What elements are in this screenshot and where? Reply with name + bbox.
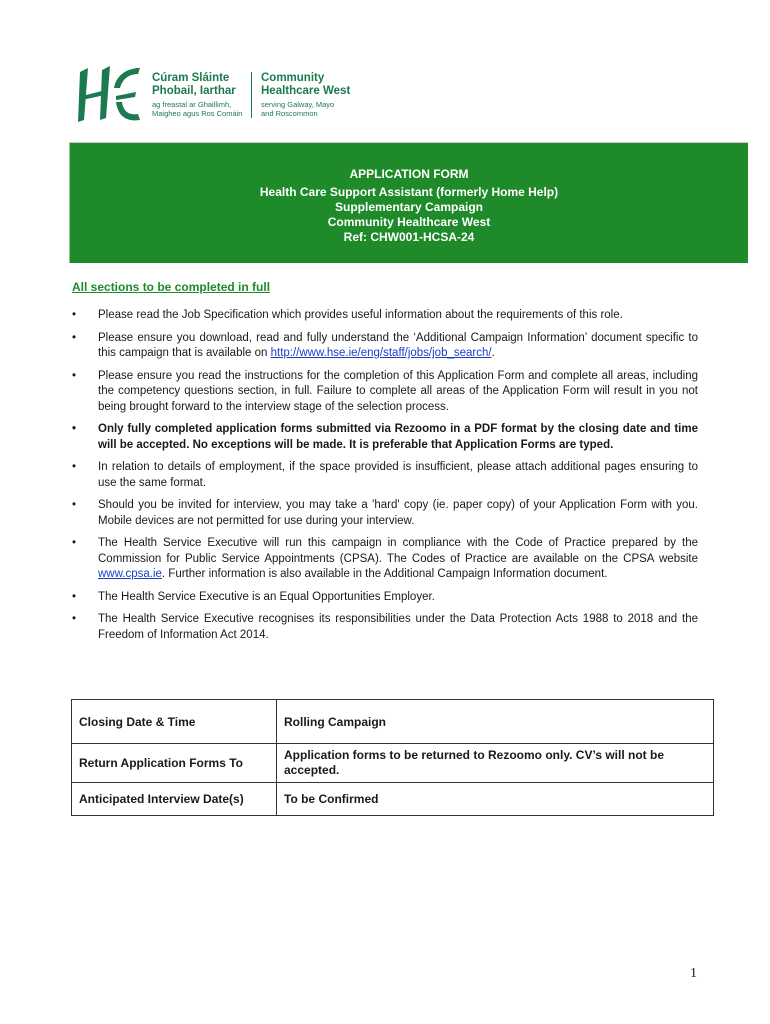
list-item-text: The Health Service Executive is an Equal Opportunities Employer. [98,590,435,603]
banner-line3: Community Healthcare West [327,215,491,229]
banner-title: APPLICATION FORM [349,167,469,181]
table-row [72,700,714,744]
bullet-icon: • [72,309,77,321]
table-row [72,744,714,783]
banner-line2: Supplementary Campaign [334,200,484,214]
list-item-text: Please ensure you download, read and fully understand the ‘Additional Campaign Information’ document specific to this campaign that is available on [98,331,698,359]
list-item-text: The Health Service Executive will run this campaign in compliance with the Code of Practice prepared by the Commission for Public Service Appointments (CPSA). The Codes of Practice are available on the CPSA website [98,537,698,565]
bullet-icon: • [72,423,77,435]
list-item [72,308,698,324]
table-value: To be Confirmed [277,783,714,816]
en-sub1: serving Galway, Mayo [261,100,335,109]
list-item-text: . [491,347,495,359]
logo-divider [251,72,252,118]
table-row [72,783,714,816]
hse-jobs-link[interactable]: http://www.hse.ie/eng/staff/jobs/job_search/ [270,347,492,359]
list-item [72,422,698,453]
org-sub-irish [152,100,242,118]
list-item [72,536,698,583]
bullet-icon: • [72,613,77,625]
org-name-english [261,72,350,98]
en-sub2: and Roscommon [261,109,318,118]
list-item [72,498,698,529]
instructions-list [72,308,698,650]
banner-line4: Ref: CHW001-HCSA-24 [343,230,475,244]
table-label: Closing Date & Time [72,700,277,744]
section-title: All sections to be completed in full [72,280,271,294]
cpsa-link[interactable]: www.cpsa.ie [98,568,162,580]
list-item-text: Please ensure you read the instructions for the completion of this Application Form and complete all areas, including the competency questions section, in full. Failure to complete all areas of the Application Form will result in you not being brought forward to the interview stage of the selection process. [98,369,698,413]
banner-details [70,185,748,245]
hse-logo [76,62,366,126]
table-value: Rolling Campaign [277,700,714,744]
list-item-text: In relation to details of employment, if the space provided is insufficient, please attach additional pages ensuring to use the same format. [98,461,698,489]
bullet-icon: • [72,590,77,603]
org-sub-english [261,100,334,118]
org-name-irish [152,72,236,98]
bullet-icon: • [72,331,77,344]
title-banner [69,142,748,263]
en-line2: Healthcare West [261,85,351,97]
org-sub2: Maigheo agus Ros Comáin [152,109,243,118]
bullet-icon: • [72,369,77,382]
table-value: Application forms to be returned to Rezoomo only. CV’s will not be accepted. [277,744,714,783]
list-item [72,331,698,362]
list-item [72,369,698,416]
en-line1: Community [261,72,325,84]
list-item [72,460,698,491]
bullet-icon: • [72,537,77,549]
list-item-text: Only fully completed application forms submitted via Rezoomo in a PDF format by the closing date and time will be accepted. No exceptions will be made. It is preferable that Application Forms are typed. [98,423,698,451]
list-item-text: Should you be invited for interview, you may take a 'hard' copy (ie. paper copy) of your Application Form with you. Mobile devices are not permitted for use during your interview. [98,499,698,527]
table-label: Return Application Forms To [72,744,277,783]
hse-logo-icon [76,62,142,126]
org-line1: Cúram Sláinte [152,72,230,84]
list-item [72,612,698,643]
table-label: Anticipated Interview Date(s) [72,783,277,816]
banner-line1: Health Care Support Assistant (formerly Home Help) [259,185,559,199]
org-line2: Phobail, Iarthar [152,85,236,97]
list-item-text: Please read the Job Specification which provides useful information about the requirements of this role. [98,309,623,321]
bullet-icon: • [72,499,77,511]
list-item [72,590,698,606]
list-item-text: The Health Service Executive recognises its responsibilities under the Data Protection Acts 1988 to 2018 and the Freedom of Information Act 2014. [98,613,698,641]
bullet-icon: • [72,461,77,473]
org-sub1: ag freastal ar Ghaillimh, [152,100,232,109]
campaign-info-table [71,699,714,816]
page-number: 1 [690,966,697,981]
list-item-text: . Further information is also available in the Additional Campaign Information document. [161,568,608,580]
